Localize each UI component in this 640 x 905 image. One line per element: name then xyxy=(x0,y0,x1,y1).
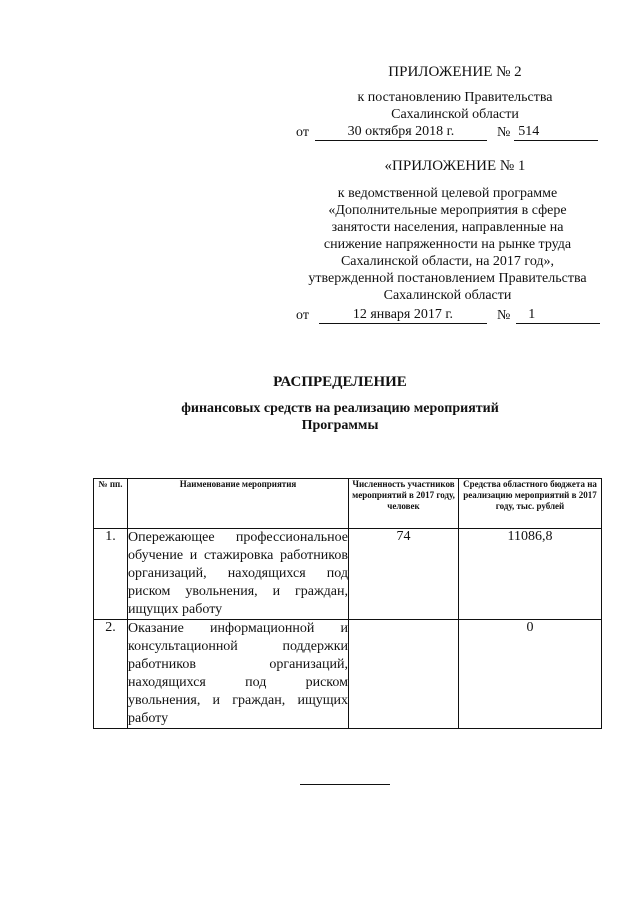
inner-ref-line: снижение напряженности на рынке труда xyxy=(323,237,572,252)
date-prefix: от xyxy=(296,125,309,140)
table-row xyxy=(94,529,602,620)
document-title: РАСПРЕДЕЛЕНИЕ xyxy=(273,374,407,390)
number-prefix: № xyxy=(496,308,511,323)
row-participants xyxy=(349,620,459,729)
table-row xyxy=(94,620,602,729)
header-name: Наименование мероприятия xyxy=(128,479,349,529)
row-name: Оказание информационной и консультационной поддержки работников организаций, находящихся под риском увольнения, и граждан, ищущих работу xyxy=(128,620,349,729)
inner-ref-line: занятости населения, направленные на xyxy=(331,220,564,235)
ref-line-2: Сахалинской области xyxy=(391,107,519,122)
appendix-title: ПРИЛОЖЕНИЕ № 2 xyxy=(388,64,522,80)
row-num: 2. xyxy=(94,620,128,729)
inner-ref-line: утвержденной постановлением Правительства xyxy=(308,271,587,286)
inner-date: 12 января 2017 г. xyxy=(319,306,487,324)
inner-ref-line: Сахалинской области, на 2017 год», xyxy=(340,254,555,269)
row-budget: 11086,8 xyxy=(459,529,602,620)
date-prefix: от xyxy=(296,308,309,323)
row-num: 1. xyxy=(94,529,128,620)
table-header-row xyxy=(94,479,602,529)
number-prefix: № xyxy=(496,125,511,140)
ref-line-1: к постановлению Правительства xyxy=(357,90,553,105)
header-participants: Численность участников мероприятий в 2017 году, человек xyxy=(349,479,459,529)
inner-ref-line: Сахалинской области xyxy=(383,288,512,303)
row-budget: 0 xyxy=(459,620,602,729)
decree-date-row xyxy=(296,123,598,141)
header-budget: Средства областного бюджета на реализацию мероприятий в 2017 году, тыс. рублей xyxy=(459,479,602,529)
row-name: Опережающее профессиональное обучение и стажировка работников организаций, находящихся под риском увольнения, и граждан, ищущих работу xyxy=(128,529,349,620)
footer-separator-line xyxy=(300,784,390,785)
decree-number: 514 xyxy=(514,123,598,141)
inner-number: 1 xyxy=(516,306,600,324)
decree-date: 30 октября 2018 г. xyxy=(315,123,487,141)
inner-ref-line: к ведомственной целевой программе xyxy=(337,186,558,201)
inner-date-row xyxy=(296,306,600,324)
distribution-table xyxy=(93,478,602,729)
row-participants: 74 xyxy=(349,529,459,620)
document-subtitle-1: финансовых средств на реализацию мероприятий xyxy=(181,401,499,416)
inner-ref-line: «Дополнительные мероприятия в сфере xyxy=(328,203,567,218)
document-subtitle-2: Программы xyxy=(301,418,379,433)
inner-appendix-title: «ПРИЛОЖЕНИЕ № 1 xyxy=(384,158,526,174)
header-num: № пп. xyxy=(94,479,128,529)
inner-ref-lines xyxy=(285,185,610,304)
